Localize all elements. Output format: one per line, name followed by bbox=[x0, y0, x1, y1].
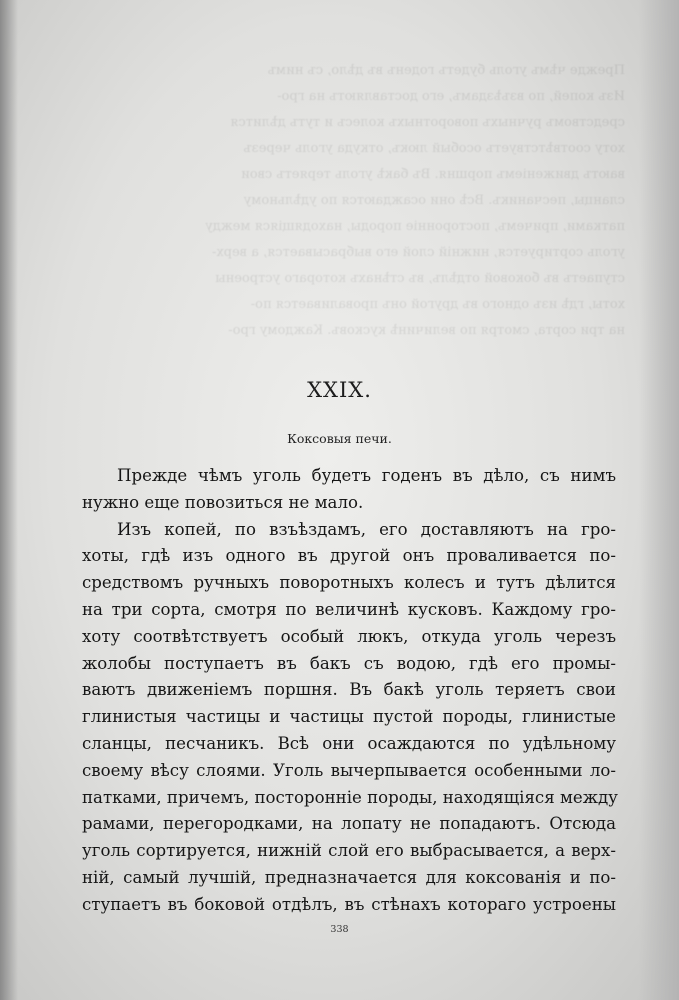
text-line: хоту соотвѣтствуетъ особый люкъ, откуда уголь черезъ bbox=[82, 626, 616, 646]
text-line: ній, самый лучшій, предназначается для коксованія и по- bbox=[82, 867, 616, 887]
text-line: Изъ копей, по взъѣздамъ, его доставляютъ на гро- bbox=[117, 519, 616, 539]
show-through-text: Прежде чѣмъ уголь будетъ годенъ въ дѣло, съ нимъ Изъ копей, по взъѣздамъ, его доставляютъ на гро- средствомъ ручныхъ поворотныхъ колесъ и тутъ дѣлится хоту соотвѣтствуетъ особый люкъ, откуда уголь черезъ ваютъ движеніемъ поршня. Въ бакѣ уголь теряетъ свои сланцы, песчаникъ. Всѣ они осаждаются по удѣльному патками, причемъ, посторонніе породы, находящіяся между уголь сортируется, нижній слой его выбрасывается, а верх- ступаетъ въ боковой отдѣлъ, въ стѣнахъ котораго устроены хоты, гдѣ изъ одного въ другой онъ проваливается по- на три сорта, смотря по величинѣ кусковъ. Каждому гро- bbox=[205, 63, 625, 338]
text-line: хоты, гдѣ изъ одного въ другой онъ проваливается по- bbox=[82, 546, 616, 566]
text-line: сланцы, песчаникъ. Всѣ они осаждаются по удѣльному bbox=[82, 733, 616, 753]
text-line: ступаетъ въ боковой отдѣлъ, въ стѣнахъ котораго устроены bbox=[82, 894, 616, 914]
page-edge-shadow bbox=[639, 0, 679, 1000]
body-text bbox=[82, 463, 616, 919]
chapter-number: XXIX. bbox=[307, 378, 372, 402]
text-line: Прежде чѣмъ уголь будетъ годенъ въ дѣло, съ нимъ bbox=[117, 466, 616, 485]
text-line: глинистыя частицы и частицы пустой породы, глинистые bbox=[82, 707, 616, 727]
page-number: 338 bbox=[330, 924, 349, 935]
text-line: уголь сортируется, нижній слой его выбрасывается, а верх- bbox=[82, 841, 616, 861]
text-line: патками, причемъ, посторонніе породы, находящіяся между bbox=[82, 787, 618, 807]
text-line: на три сорта, смотря по величинѣ кусковъ. Каждому гро- bbox=[82, 599, 616, 619]
text-line: жолобы поступаетъ въ бакъ съ водою, гдѣ его промы- bbox=[82, 653, 616, 673]
text-line: своему вѣсу слоями. Уголь вычерпывается особенными ло- bbox=[82, 760, 616, 780]
text-line: ваютъ движеніемъ поршня. Въ бакѣ уголь теряетъ свои bbox=[82, 680, 616, 700]
page-gutter-shadow bbox=[0, 0, 18, 1000]
chapter-title: Коксовыя печи. bbox=[287, 431, 392, 446]
text-line: рамами, перегородками, на лопату не попадаютъ. Отсюда bbox=[82, 814, 616, 834]
text-line: средствомъ ручныхъ поворотныхъ колесъ и тутъ дѣлится bbox=[82, 573, 616, 593]
text-line: нужно еще повозиться не мало. bbox=[82, 492, 364, 512]
